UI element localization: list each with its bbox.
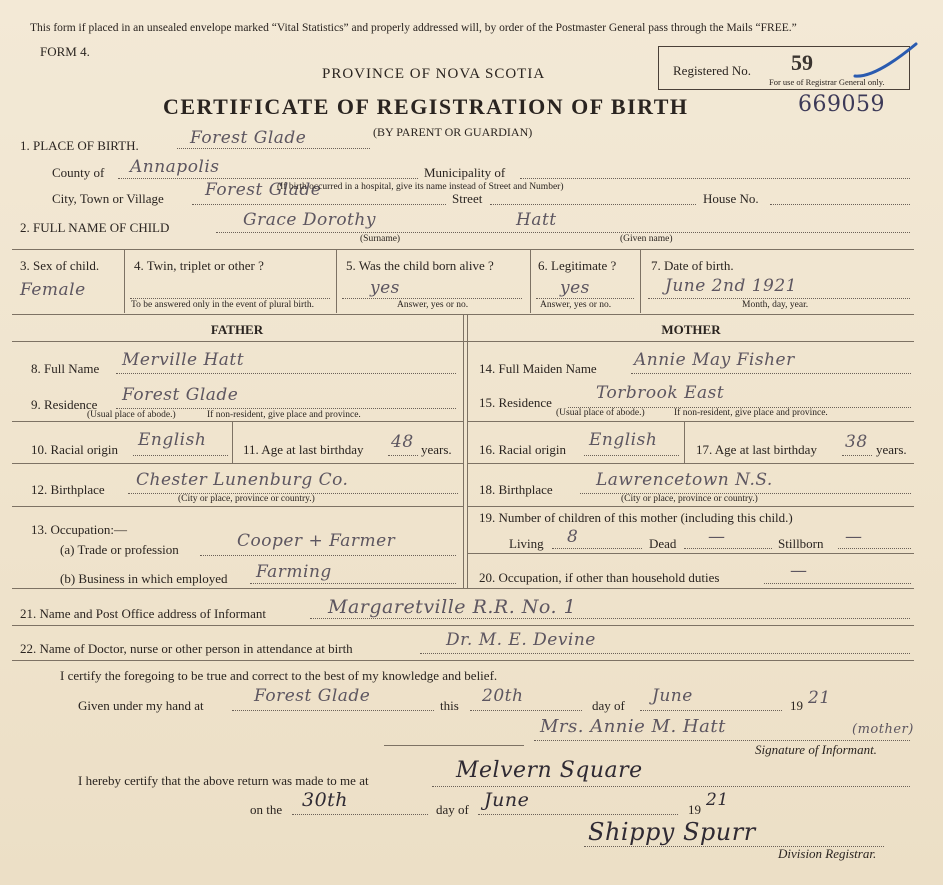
twin-label: 4. Twin, triplet or other ?	[134, 258, 264, 273]
date-of-birth-value: June 2nd 1921	[665, 276, 797, 296]
county-label: County of	[52, 165, 105, 180]
certified-month: June	[652, 686, 693, 706]
mother-racial-label: 16. Racial origin	[479, 442, 567, 457]
registrar-caption: Division Registrar.	[778, 846, 877, 861]
father-trade-value: Cooper + Farmer	[237, 531, 396, 551]
city-value: Forest Glade	[205, 180, 322, 200]
mother-racial-value: English	[589, 430, 658, 450]
father-residence-note: (Usual place of abode.)	[87, 410, 176, 420]
signature-caption: Signature of Informant.	[755, 742, 877, 757]
father-occupation-label: 13. Occupation:—	[31, 522, 128, 537]
father-age-value: 48	[391, 432, 414, 452]
by-parent-note: (BY PARENT OR GUARDIAN)	[373, 125, 533, 139]
place-of-birth-label: 1. PLACE OF BIRTH.	[20, 138, 139, 153]
mother-heading: MOTHER	[661, 322, 721, 337]
father-years-label: years.	[421, 442, 452, 457]
children-count-label: 19. Number of children of this mother (including this child.)	[479, 510, 793, 525]
city-label: City, Town or Village	[52, 191, 164, 206]
certify-text: I certify the foregoing to be true and correct to the best of my knowledge and belief.	[60, 668, 498, 683]
mother-birthplace-label: 18. Birthplace	[479, 482, 553, 497]
return-day: 30th	[302, 789, 349, 811]
twin-note: To be answered only in the event of plural birth.	[131, 300, 314, 310]
alive-value: yes	[370, 278, 400, 298]
stillborn-value: —	[845, 527, 863, 547]
mother-residence-label: 15. Residence	[479, 395, 552, 410]
mother-birthplace-note: (City or place, province or country.)	[621, 494, 758, 504]
dead-label: Dead	[649, 536, 677, 551]
stamp-number: 669059	[798, 92, 885, 117]
mail-notice: This form if placed in an unsealed envelope marked “Vital Statistics” and properly addressed will, by order of the Postmaster General pass through the Mails “FREE.”	[30, 22, 797, 34]
place-of-birth-value: Forest Glade	[190, 128, 307, 148]
father-residence-note2: If non-resident, give place and province.	[207, 410, 361, 420]
alive-note: Answer, yes or no.	[397, 300, 469, 310]
date-of-birth-note: Month, day, year.	[742, 300, 809, 310]
father-business-label: (b) Business in which employed	[60, 571, 228, 586]
mother-residence-note2: If non-resident, give place and province.	[674, 408, 828, 418]
return-year: 21	[706, 790, 729, 810]
father-birthplace-value: Chester Lunenburg Co.	[136, 470, 349, 490]
informant-signature: Mrs. Annie M. Hatt	[540, 716, 726, 737]
given-place: Forest Glade	[254, 686, 371, 706]
year-prefix: 19	[790, 698, 803, 713]
mother-age-value: 38	[845, 432, 868, 452]
father-heading: FATHER	[210, 322, 264, 337]
father-name-value: Merville Hatt	[122, 350, 245, 370]
mother-residence-value: Torbrook East	[596, 383, 725, 403]
hospital-note: (If birth occurred in a hospital, give its name instead of Street and Number)	[277, 182, 564, 192]
mother-birthplace-value: Lawrencetown N.S.	[596, 470, 773, 490]
father-birthplace-note: (City or place, province or country.)	[178, 494, 315, 504]
registered-number: 59	[791, 50, 813, 75]
father-business-value: Farming	[256, 562, 332, 582]
mother-age-label: 17. Age at last birthday	[696, 442, 817, 457]
given-name-caption: (Given name)	[620, 234, 673, 244]
informant-value: Margaretville R.R. No. 1	[328, 596, 577, 618]
mother-residence-note: (Usual place of abode.)	[556, 408, 645, 418]
sex-value: Female	[20, 280, 86, 300]
alive-label: 5. Was the child born alive ?	[346, 258, 494, 273]
father-residence-label: 9. Residence	[31, 397, 98, 412]
child-name-label: 2. FULL NAME OF CHILD	[20, 220, 170, 235]
certified-day: 20th	[482, 686, 524, 706]
legitimate-note: Answer, yes or no.	[540, 300, 612, 310]
father-age-label: 11. Age at last birthday	[243, 442, 364, 457]
mother-occupation-label: 20. Occupation, if other than household duties	[479, 570, 720, 585]
father-birthplace-label: 12. Birthplace	[31, 482, 105, 497]
county-value: Annapolis	[130, 157, 220, 177]
return-year-prefix: 19	[688, 802, 701, 817]
child-given-name: Grace Dorothy	[243, 210, 376, 230]
stillborn-label: Stillborn	[778, 536, 824, 551]
father-racial-label: 10. Racial origin	[31, 442, 119, 457]
page-title: CERTIFICATE OF REGISTRATION OF BIRTH	[163, 94, 689, 119]
registrar-use-note: For use of Registrar General only.	[769, 77, 885, 87]
this-label: this	[440, 698, 459, 713]
father-trade-label: (a) Trade or profession	[60, 542, 179, 557]
living-value: 8	[567, 527, 579, 547]
legitimate-value: yes	[560, 278, 590, 298]
living-label: Living	[509, 536, 544, 551]
father-residence-value: Forest Glade	[122, 385, 239, 405]
father-name-label: 8. Full Name	[31, 361, 100, 376]
house-number-label: House No.	[703, 191, 759, 206]
certified-year: 21	[808, 688, 831, 708]
return-place: Melvern Square	[456, 758, 643, 783]
legitimate-label: 6. Legitimate ?	[538, 258, 617, 273]
municipality-label: Municipality of	[424, 165, 506, 180]
informant-label: 21. Name and Post Office address of Informant	[20, 606, 266, 621]
return-month: June	[484, 789, 530, 811]
father-racial-value: English	[138, 430, 207, 450]
return-day-of-label: day of	[436, 802, 469, 817]
mother-occupation-value: —	[790, 561, 808, 581]
province-heading: PROVINCE OF NOVA SCOTIA	[322, 66, 546, 82]
surname-caption: (Surname)	[360, 234, 401, 244]
form-number: FORM 4.	[40, 44, 90, 59]
mother-years-label: years.	[876, 442, 907, 457]
mother-name-value: Annie May Fisher	[634, 350, 795, 370]
street-label: Street	[452, 191, 483, 206]
return-text: I hereby certify that the above return was made to me at	[78, 773, 369, 788]
on-the-label: on the	[250, 802, 283, 817]
doctor-value: Dr. M. E. Devine	[446, 630, 596, 650]
date-of-birth-label: 7. Date of birth.	[651, 258, 734, 273]
mother-note: (mother)	[852, 722, 914, 737]
sex-label: 3. Sex of child.	[20, 258, 100, 273]
registered-label: Registered No.	[673, 63, 751, 78]
child-surname: Hatt	[516, 210, 557, 230]
check-mark-icon	[850, 38, 920, 88]
day-of-label: day of	[592, 698, 625, 713]
dead-value: —	[708, 527, 726, 547]
doctor-label: 22. Name of Doctor, nurse or other person in attendance at birth	[20, 641, 353, 656]
given-under-label: Given under my hand at	[78, 698, 204, 713]
registrar-signature: Shippy Spurr	[588, 818, 756, 846]
mother-name-label: 14. Full Maiden Name	[479, 361, 597, 376]
